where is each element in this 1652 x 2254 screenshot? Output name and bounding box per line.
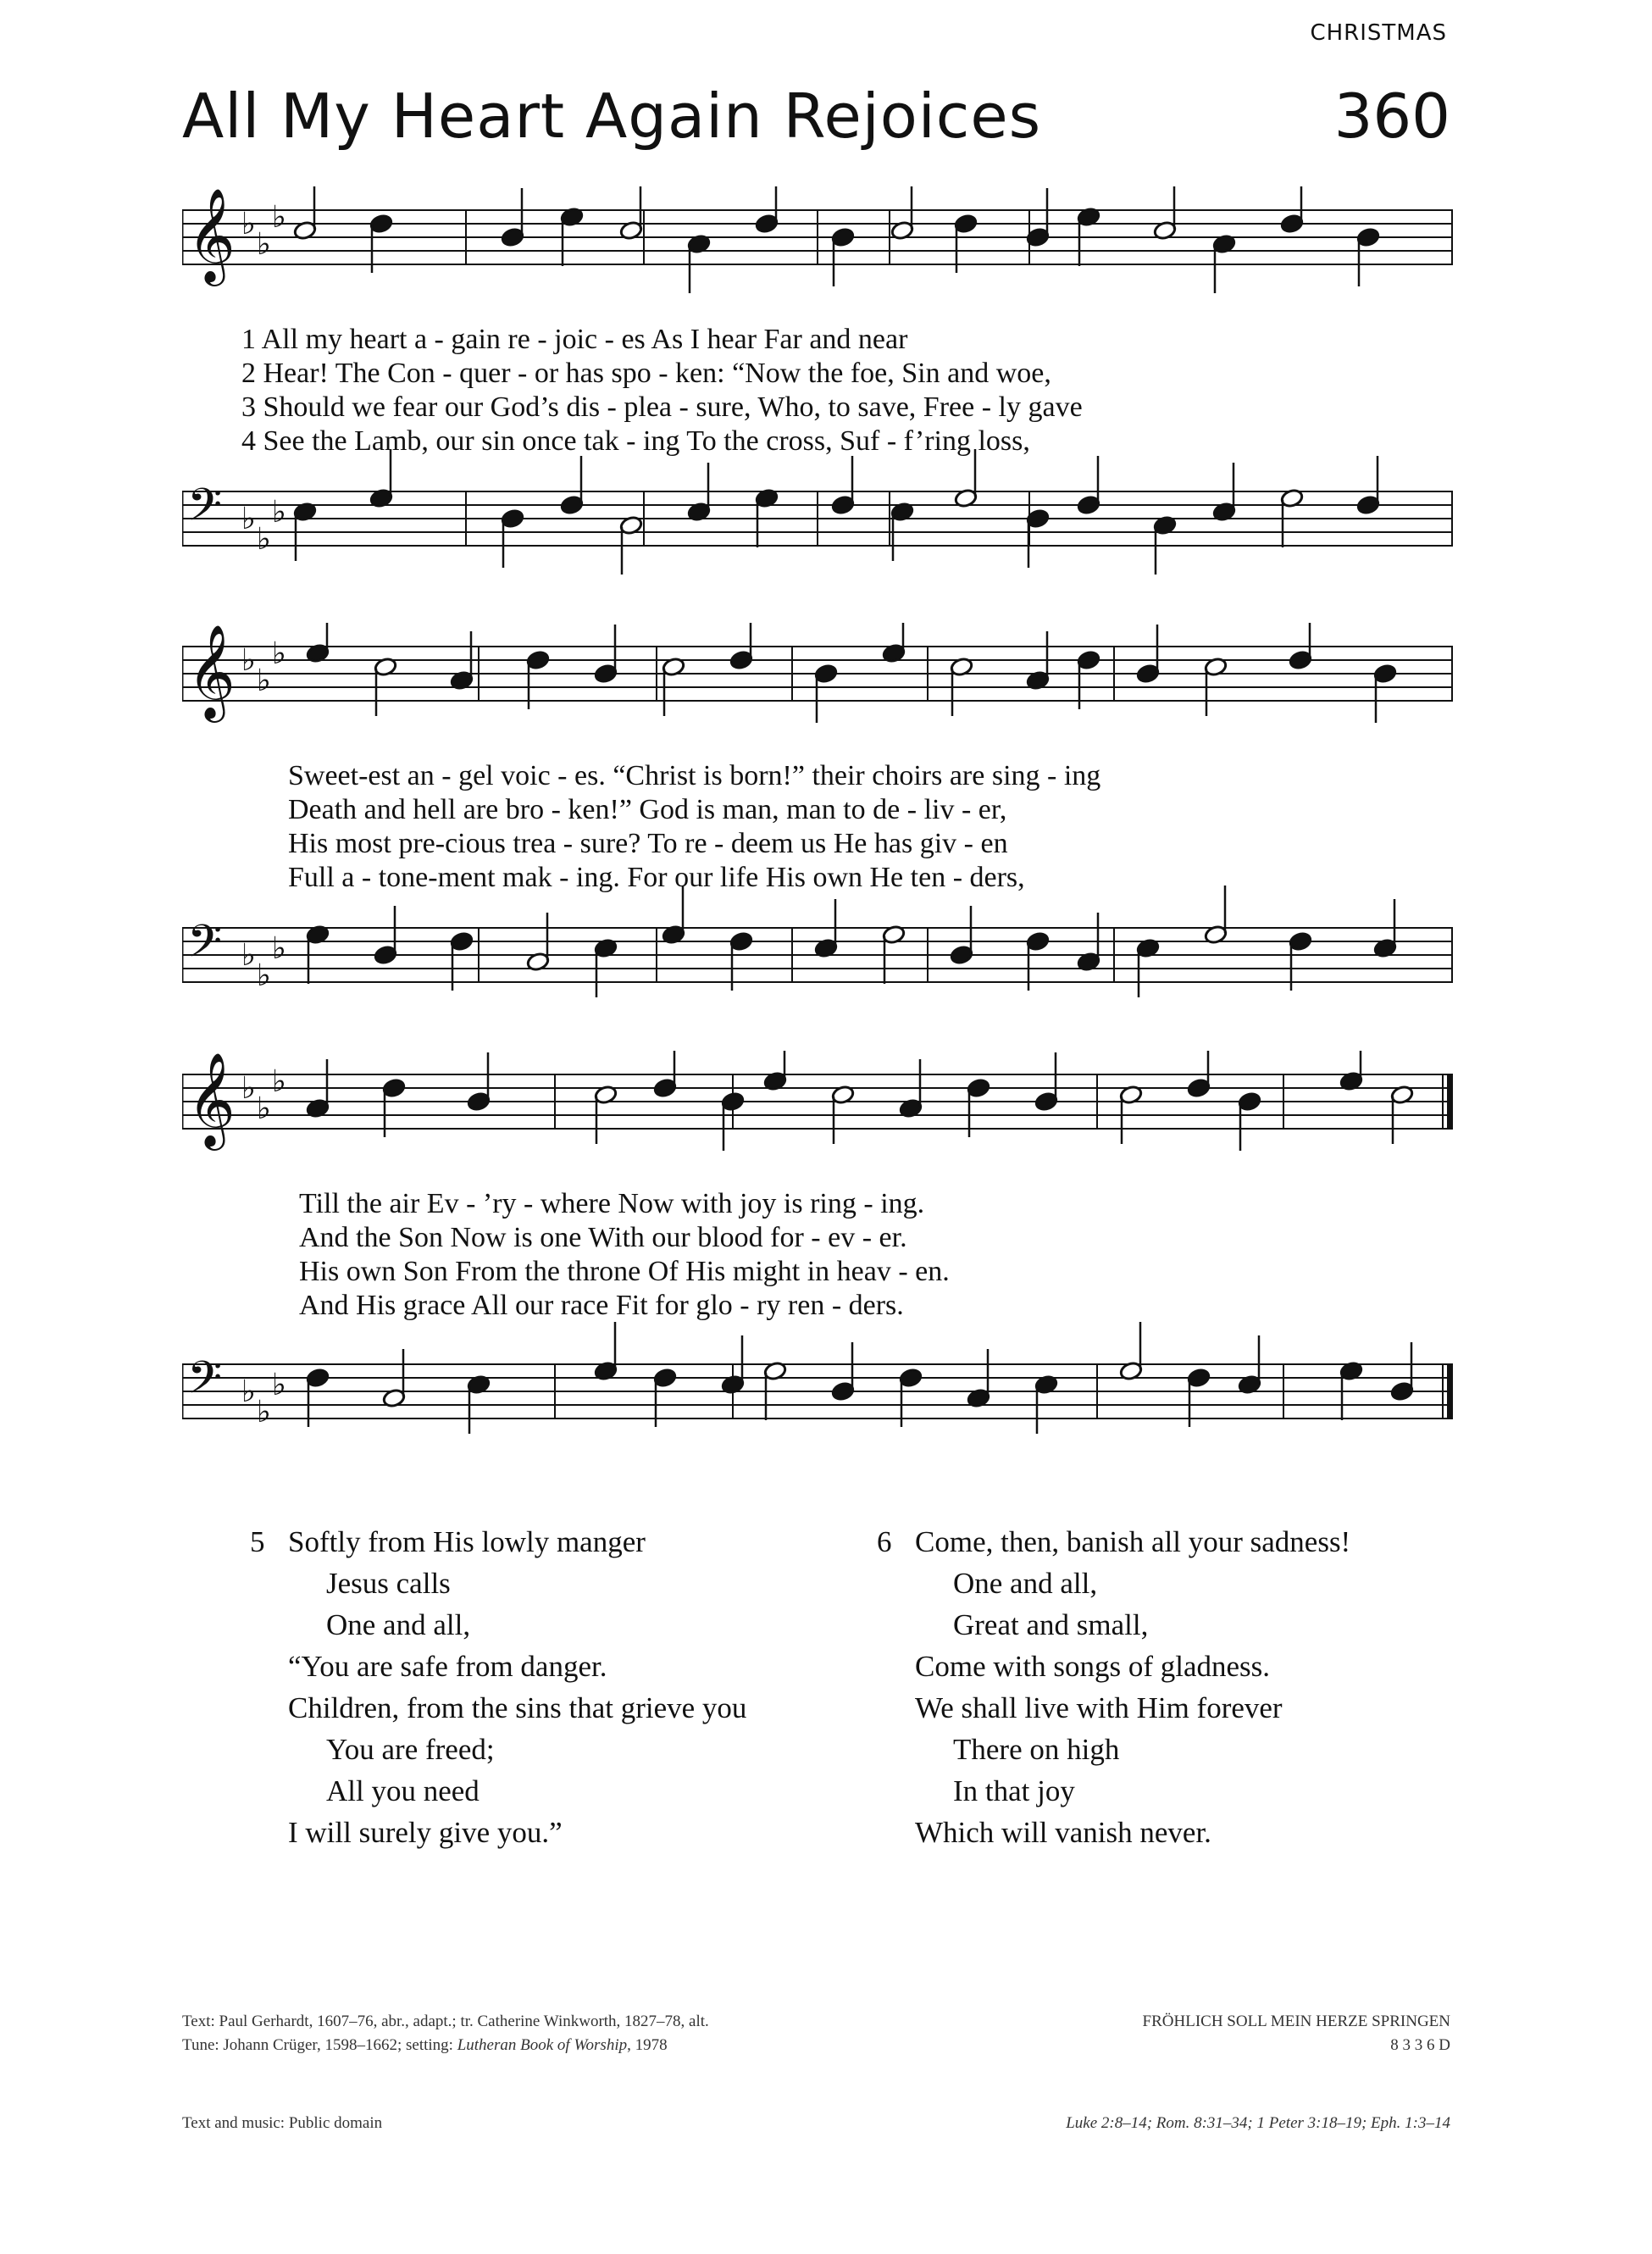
- flat-icon: ♭: [241, 643, 256, 678]
- treble-clef-icon: 𝄞: [187, 624, 236, 719]
- flat-icon: ♭: [272, 495, 286, 530]
- scripture-references: Luke 2:8–14; Rom. 8:31–34; 1 Peter 3:18–19; Eph. 1:3–14: [1066, 2114, 1450, 2132]
- flat-icon: ♭: [257, 227, 271, 262]
- flat-icon: ♭: [241, 502, 256, 536]
- music-system-1: [182, 186, 1453, 576]
- hymn-title: All My Heart Again Rejoices: [182, 80, 1042, 152]
- stanza-line: Jesus calls: [326, 1567, 451, 1600]
- flat-icon: ♭: [257, 1395, 271, 1430]
- tune-credit: [182, 2036, 668, 2055]
- flat-icon: ♭: [241, 1374, 256, 1409]
- lyric-line: 2 Hear! The Con - quer - or has spo - ken: “Now the foe, Sin and woe,: [241, 358, 1051, 389]
- music-system-2: [182, 623, 1453, 1013]
- text-credit: Text: Paul Gerhardt, 1607–76, abr., adapt.; tr. Catherine Winkworth, 1827–78, alt.: [182, 2012, 709, 2030]
- lyric-line: His own Son From the throne Of His might in heav - en.: [299, 1256, 950, 1287]
- stanza-line: Which will vanish never.: [915, 1816, 1211, 1849]
- stanza-line: Great and small,: [953, 1608, 1149, 1641]
- tune-credit-year: , 1978: [627, 2036, 668, 2054]
- lyric-line: Sweet-est an - gel voic - es. “Christ is born!” their choirs are sing - ing: [288, 760, 1101, 791]
- lyric-line: And the Son Now is one With our blood for - ev - er.: [299, 1222, 907, 1253]
- stanza-line: I will surely give you.”: [288, 1816, 563, 1849]
- flat-icon: ♭: [257, 522, 271, 557]
- flat-icon: ♭: [272, 1064, 286, 1099]
- stanza-line: All you need: [326, 1774, 480, 1807]
- stanza-line: One and all,: [326, 1608, 471, 1641]
- stanza-number: 5: [250, 1525, 265, 1558]
- stanza-line: In that joy: [953, 1774, 1075, 1807]
- lyric-line: 3 Should we fear our God’s dis - plea - sure, Who, to save, Free - ly gave: [241, 391, 1083, 423]
- bass-clef-icon: 𝄢: [187, 916, 223, 979]
- flat-icon: ♭: [257, 1091, 271, 1126]
- stanza-number: 6: [877, 1525, 892, 1558]
- stanza-5: [250, 1521, 746, 1853]
- flat-icon: ♭: [241, 938, 256, 973]
- final-barline: [1447, 1074, 1453, 1129]
- lyric-line: His most pre-cious trea - sure? To re - deem us He has giv - en: [288, 828, 1008, 859]
- flat-icon: ♭: [257, 663, 271, 698]
- copyright-notice: Text and music: Public domain: [182, 2114, 383, 2132]
- final-barline: [1447, 1364, 1453, 1418]
- tune-credit-prefix: Tune: Johann Crüger, 1598–1662; setting:: [182, 2036, 457, 2054]
- flat-icon: ♭: [272, 636, 286, 671]
- stanza-line: Come, then, banish all your sadness!: [915, 1525, 1351, 1558]
- flat-icon: ♭: [272, 931, 286, 966]
- treble-clef-icon: 𝄞: [187, 187, 236, 282]
- lyric-line: Death and hell are bro - ken!” God is man, man to de - liv - er,: [288, 794, 1007, 825]
- bass-clef-icon: 𝄢: [187, 1352, 223, 1415]
- stanza-line: Children, from the sins that grieve you: [288, 1691, 747, 1724]
- stanza-line: We shall live with Him forever: [915, 1691, 1283, 1724]
- flat-icon: ♭: [272, 200, 286, 235]
- lyric-line: And His grace All our race Fit for glo - ry ren - ders.: [299, 1290, 904, 1321]
- flat-icon: ♭: [241, 207, 256, 242]
- stanza-line: Softly from His lowly manger: [288, 1525, 646, 1558]
- stanza-line: There on high: [953, 1733, 1120, 1766]
- stanza-line: You are freed;: [326, 1733, 495, 1766]
- stanza-line: “You are safe from danger.: [288, 1650, 607, 1683]
- hymn-number: 360: [1333, 80, 1450, 152]
- lyric-line: Till the air Ev - ’ry - where Now with joy is ring - ing.: [299, 1188, 925, 1219]
- lyric-line: Full a - tone-ment mak - ing. For our life His own He ten - ders,: [288, 862, 1025, 893]
- stanza-6: [877, 1521, 1350, 1853]
- stanza-line: Come with songs of gladness.: [915, 1650, 1271, 1683]
- bass-clef-icon: 𝄢: [187, 480, 223, 542]
- lyric-line: 4 See the Lamb, our sin once tak - ing To the cross, Suf - f’ring loss,: [241, 425, 1030, 457]
- tune-name: FRÖHLICH SOLL MEIN HERZE SPRINGEN: [1142, 2012, 1450, 2030]
- lyric-line: 1 All my heart a - gain re - joic - es As I hear Far and near: [241, 324, 908, 355]
- flat-icon: ♭: [241, 1071, 256, 1106]
- meter: 8 3 3 6 D: [1390, 2036, 1450, 2054]
- tune-credit-source: Lutheran Book of Worship: [457, 2036, 628, 2054]
- music-system-3: [182, 1051, 1453, 1474]
- section-label: CHRISTMAS: [1310, 20, 1447, 46]
- flat-icon: ♭: [257, 958, 271, 993]
- stanza-line: One and all,: [953, 1567, 1098, 1600]
- treble-clef-icon: 𝄞: [187, 1052, 236, 1146]
- flat-icon: ♭: [272, 1368, 286, 1402]
